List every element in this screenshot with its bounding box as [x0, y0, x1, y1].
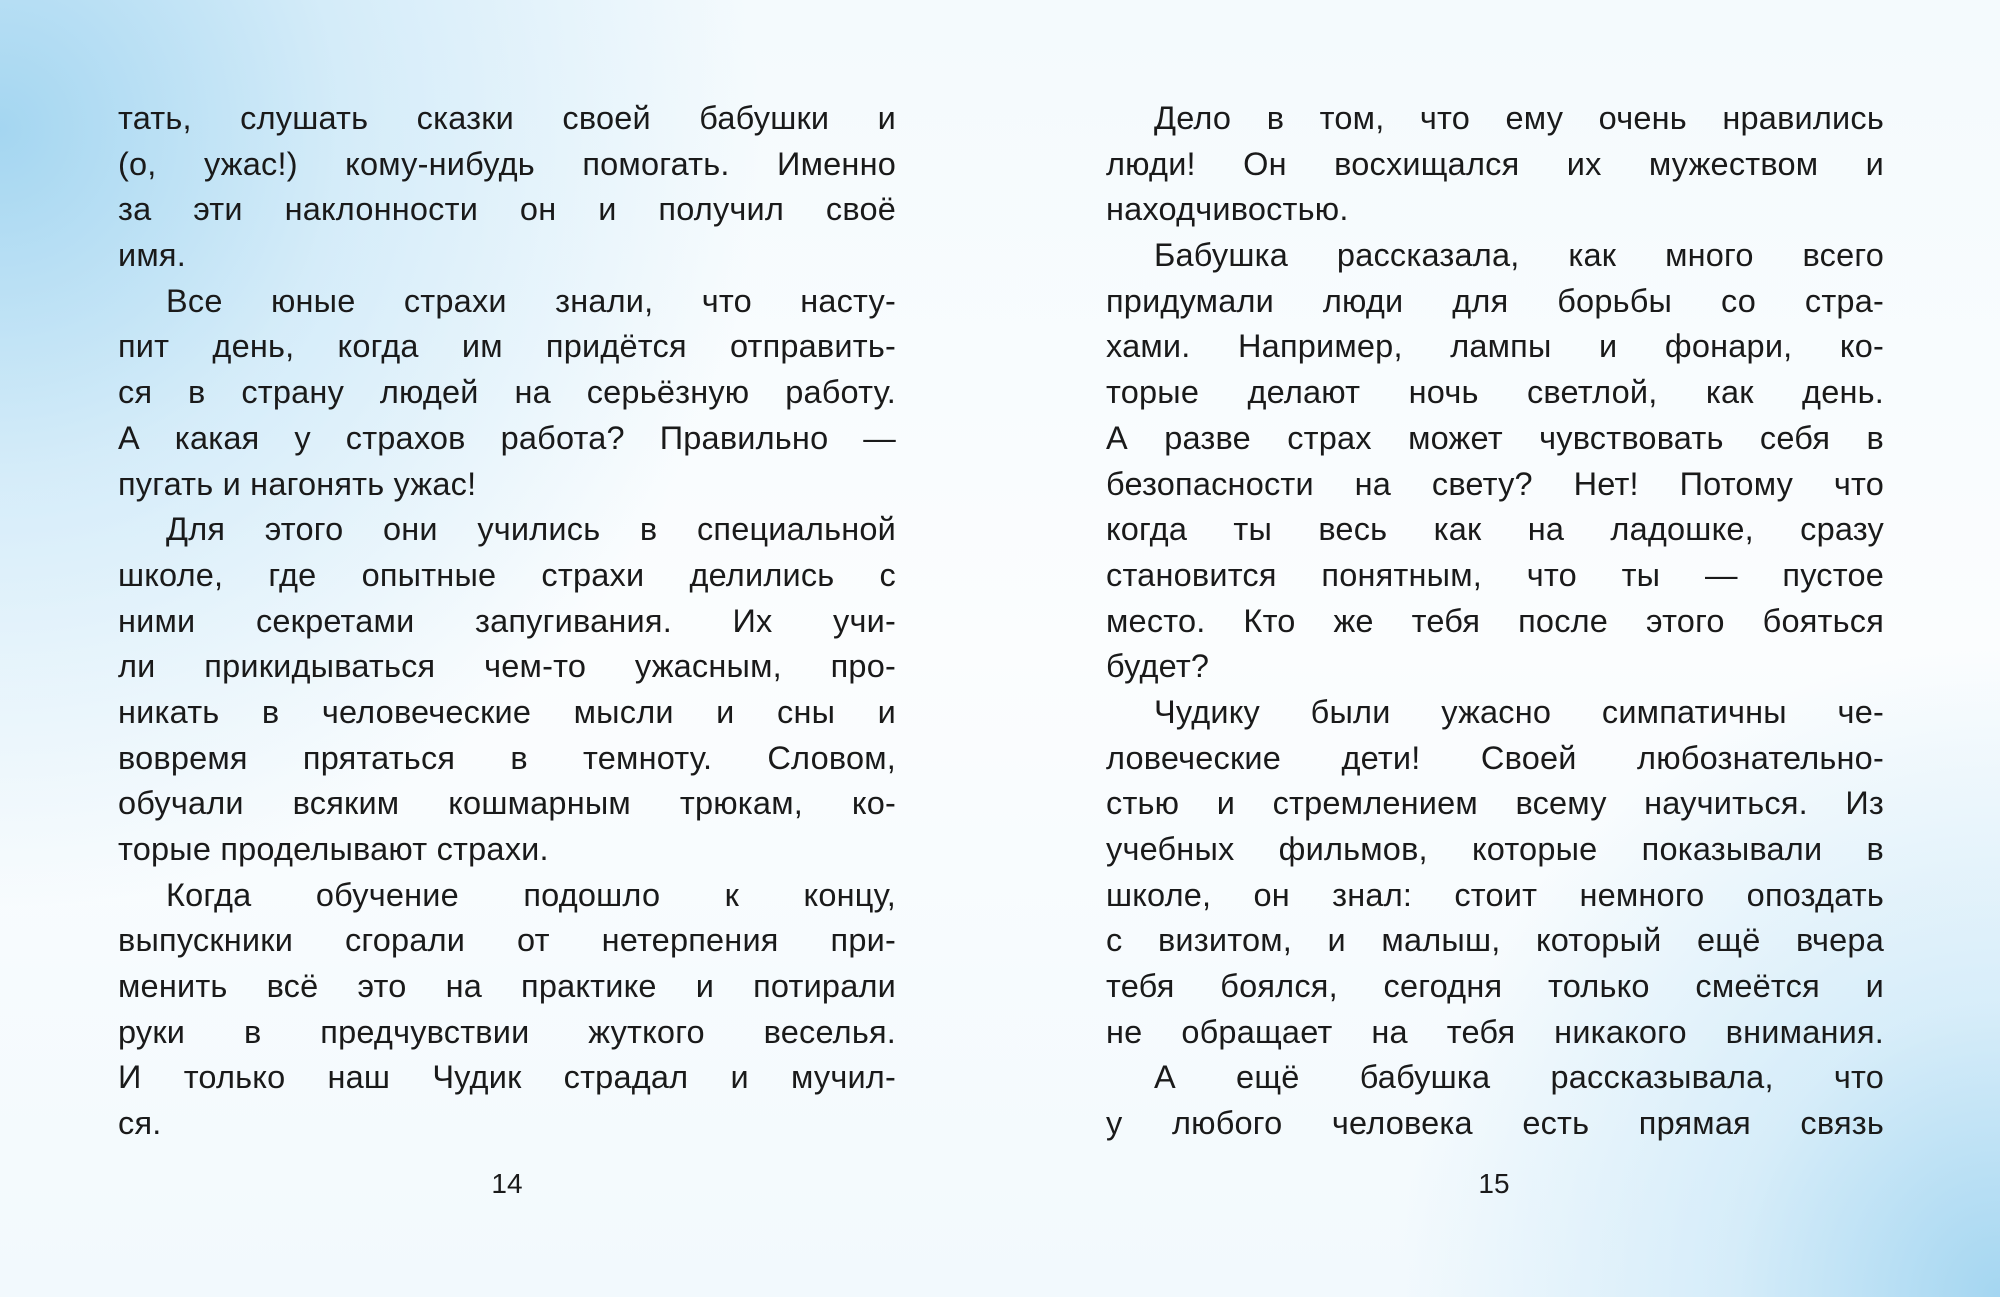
right-page: [1000, 0, 2000, 1297]
text-line: ловеческие дети! Своей любознательно-: [1106, 739, 1884, 776]
text-line: Когда обучение подошло к концу,: [166, 876, 896, 913]
text-line: Бабушка рассказала, как много всего: [1154, 237, 1884, 274]
text-line: А какая у страхов работа? Правильно —: [118, 419, 896, 456]
text-line: Дело в том, что ему очень нравились: [1154, 100, 1884, 136]
text-line: менить всё это на практике и потирали: [118, 968, 896, 1005]
text-line: будет?: [1106, 648, 1210, 685]
text-line: пугать и нагонять ужас!: [118, 465, 477, 502]
text-line: когда ты весь как на ладошке, сразу: [1106, 511, 1884, 548]
text-line: имя.: [118, 237, 186, 274]
text-line: люди! Он восхищался их мужеством и: [1106, 145, 1884, 182]
text-line: обучали всяким кошмарным трюкам, ко-: [118, 785, 896, 822]
text-line: находчивостью.: [1106, 191, 1349, 228]
text-line: выпускники сгорали от нетерпения при-: [118, 922, 896, 959]
text-line: И только наш Чудик страдал и мучил-: [118, 1059, 896, 1096]
text-line: ся.: [118, 1105, 162, 1142]
text-line: торые делают ночь светлой, как день.: [1106, 374, 1884, 411]
text-line: (о, ужас!) кому-нибудь помогать. Именно: [118, 145, 896, 182]
text-line: школе, где опытные страхи делились с: [118, 556, 896, 593]
text-line: тебя боялся, сегодня только смеётся и: [1106, 968, 1884, 1005]
text-line: А ещё бабушка рассказывала, что: [1154, 1059, 1884, 1096]
text-line: ся в страну людей на серьёзную работу.: [118, 374, 896, 411]
text-line: вовремя прятаться в темноту. Словом,: [118, 739, 896, 776]
text-line: место. Кто же тебя после этого бояться: [1106, 602, 1884, 639]
text-line: безопасности на свету? Нет! Потому что: [1106, 465, 1884, 502]
text-line: никать в человеческие мысли и сны и: [118, 693, 896, 730]
text-line: придумали люди для борьбы со стра-: [1106, 282, 1884, 319]
text-line: стью и стремлением всему научиться. Из: [1106, 785, 1884, 822]
text-line: торые проделывают страхи.: [118, 831, 549, 867]
right-page-text: [1106, 96, 1884, 1147]
text-line: А разве страх может чувствовать себя в: [1106, 419, 1884, 456]
text-line: руки в предчувствии жуткого веселья.: [118, 1013, 896, 1050]
text-line: за эти наклонности он и получил своё: [118, 191, 896, 228]
page-number: 15: [1478, 1168, 1510, 1199]
text-line: хами. Например, лампы и фонари, ко-: [1106, 328, 1884, 365]
left-page-text: [118, 96, 896, 1147]
text-line: становится понятным, что ты — пустое: [1106, 556, 1884, 593]
text-line: ними секретами запугивания. Их учи-: [118, 602, 896, 639]
text-line: учебных фильмов, которые показывали в: [1106, 831, 1884, 867]
text-line: Чудику были ужасно симпатичны че-: [1154, 693, 1884, 730]
page-number: 14: [491, 1168, 523, 1199]
text-line: у любого человека есть прямая связь: [1106, 1105, 1884, 1142]
text-line: школе, он знал: стоит немного опоздать: [1106, 876, 1884, 913]
text-line: тать, слушать сказки своей бабушки и: [118, 100, 896, 136]
text-line: Все юные страхи знали, что насту-: [166, 282, 896, 319]
text-line: пит день, когда им придётся отправить-: [118, 328, 896, 365]
text-line: с визитом, и малыш, который ещё вчера: [1106, 922, 1884, 959]
text-line: не обращает на тебя никакого внимания.: [1106, 1013, 1884, 1050]
text-line: Для этого они учились в специальной: [166, 511, 896, 548]
text-line: ли прикидываться чем-то ужасным, про-: [118, 648, 896, 685]
